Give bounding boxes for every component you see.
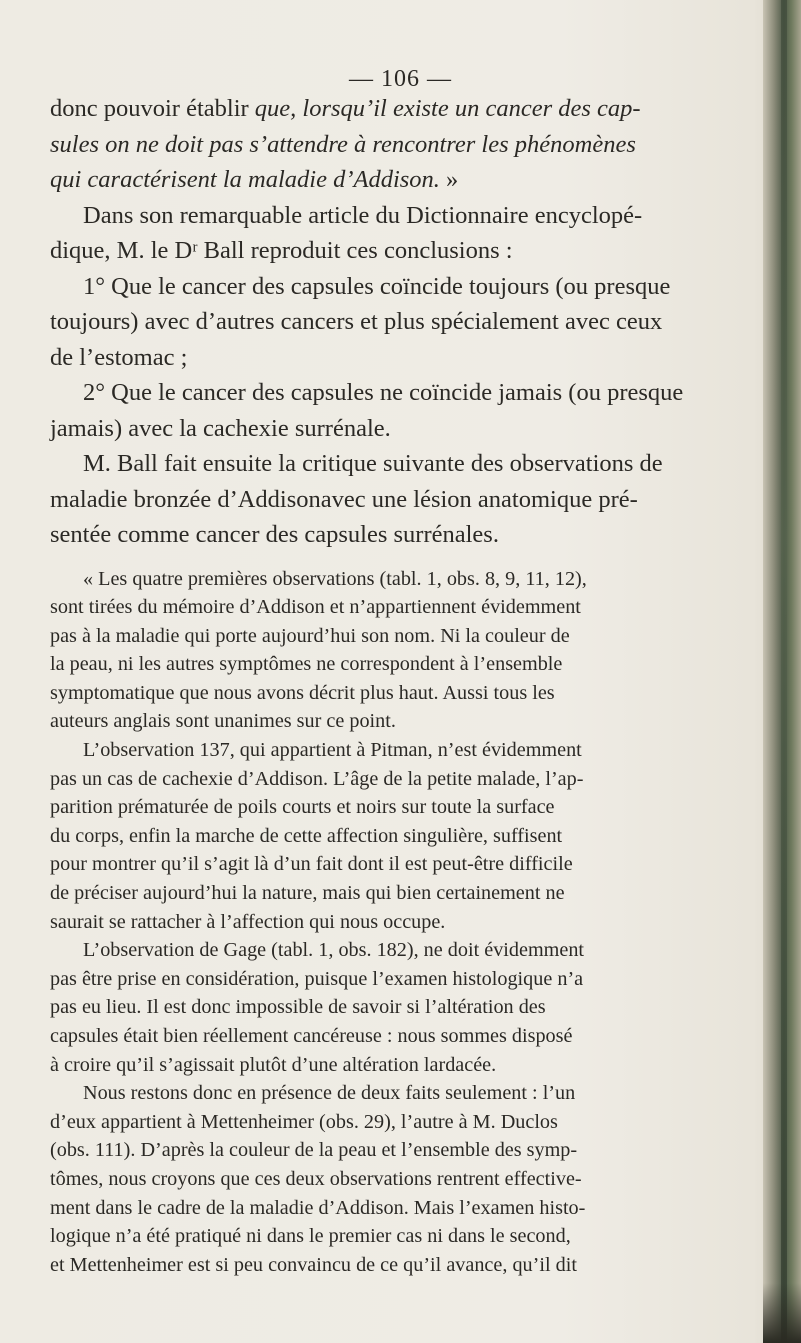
quotation-block [50,565,762,1280]
text-line: 2° Que le cancer des capsules ne coïncide jamais (ou presque [83,379,684,406]
text-line: L’observation de Gage (tabl. 1, obs. 182), ne doit évidemment [83,939,585,962]
text-line: parition prématurée de poils courts et noirs sur toute la surface [50,796,555,819]
text-line: la peau, ni les autres symptômes ne correspondent à l’ensemble [50,653,563,676]
text-line: L’observation 137, qui appartient à Pitman, n’est évidemment [83,739,582,762]
spine-bottom-shadow [763,1283,801,1343]
text-line: sont tirées du mémoire d’Addison et n’appartiennent évidemment [50,596,581,619]
body-text-large [50,91,762,553]
text-line: pas à la maladie qui porte aujourd’hui son nom. Ni la couleur de [50,624,570,647]
text-line: pas eu lieu. Il est donc impossible de savoir si l’altération des [50,996,546,1019]
text-line: sentée comme cancer des capsules surrénales. [50,521,499,548]
text-line [50,162,762,198]
text-line: logique n’a été pratiqué ni dans le premier cas ni dans le second, [50,1225,571,1248]
text-line: de l’estomac ; [50,343,188,371]
text-line: pas un cas de cachexie d’Addison. L’âge de la petite malade, l’ap- [50,767,584,790]
text-line: 1° Que le cancer des capsules coïncide toujours (ou presque [83,272,671,300]
text-line: Dans son remarquable article du Dictionnaire encyclopé- [83,201,643,229]
page-number: — 106 — [349,66,452,92]
body-text-small [50,565,762,1280]
italic-run: sules on ne doit pas s’attendre à rencontrer les phénomènes [50,130,636,158]
text-line [50,91,762,127]
text-line: dique, M. le Dʳ Ball reproduit ces conclusions : [50,237,513,264]
text-line: toujours) avec d’autres cancers et plus spécialement avec ceux [50,308,663,335]
text-line: auteurs anglais sont unanimes sur ce point. [50,710,396,733]
text-line: Nous restons donc en présence de deux faits seulement : l’un [83,1082,576,1105]
text-line: du corps, enfin la marche de cette affection singulière, suffisent [50,824,563,847]
text-line: pas être prise en considération, puisque l’examen histologique n’a [50,967,584,990]
text-line: de préciser aujourd’hui la nature, mais qui bien certainement ne [50,882,565,905]
text-line: pour montrer qu’il s’agit là d’un fait dont il est peut-être difficile [50,853,573,876]
italic-run: qui caractérisent la maladie d’Addison. [50,166,440,193]
text-line: à croire qu’il s’agissait plutôt d’une altération lardacée. [50,1053,497,1076]
page-body [50,91,762,1279]
italic-run: que, lorsqu’il existe un cancer des cap- [254,95,641,122]
text-line: (obs. 111). D’après la couleur de la peau et l’ensemble des symp- [50,1139,578,1162]
text-line: M. Ball fait ensuite la critique suivante des observations de [83,450,663,477]
text-line: jamais) avec la cachexie surrénale. [50,414,391,442]
text-line: et Mettenheimer est si peu convaincu de ce qu’il avance, qu’il dit [50,1253,577,1276]
text-line [50,127,762,163]
text-line: tômes, nous croyons que ces deux observations rentrent effective- [50,1167,582,1190]
text-run: donc pouvoir établir [50,95,255,122]
text-line: saurait se rattacher à l’affection qui nous occupe. [50,910,446,933]
text-run: » [439,166,459,193]
text-line: symptomatique que nous avons décrit plus haut. Aussi tous les [50,681,555,704]
text-line: capsules était bien réellement cancéreuse : nous sommes disposé [50,1025,573,1047]
text-line: maladie bronzée d’Addisonavec une lésion anatomique pré- [50,485,638,513]
text-line: « Les quatre premières observations (tabl. 1, obs. 8, 9, 11, 12), [83,567,587,590]
spine-shadow [781,0,787,1343]
text-line: ment dans le cadre de la maladie d’Addison. Mais l’examen histo- [50,1196,586,1219]
text-line: d’eux appartient à Mettenheimer (obs. 29), l’autre à M. Duclos [50,1110,558,1133]
book-spine-edge [763,0,801,1343]
